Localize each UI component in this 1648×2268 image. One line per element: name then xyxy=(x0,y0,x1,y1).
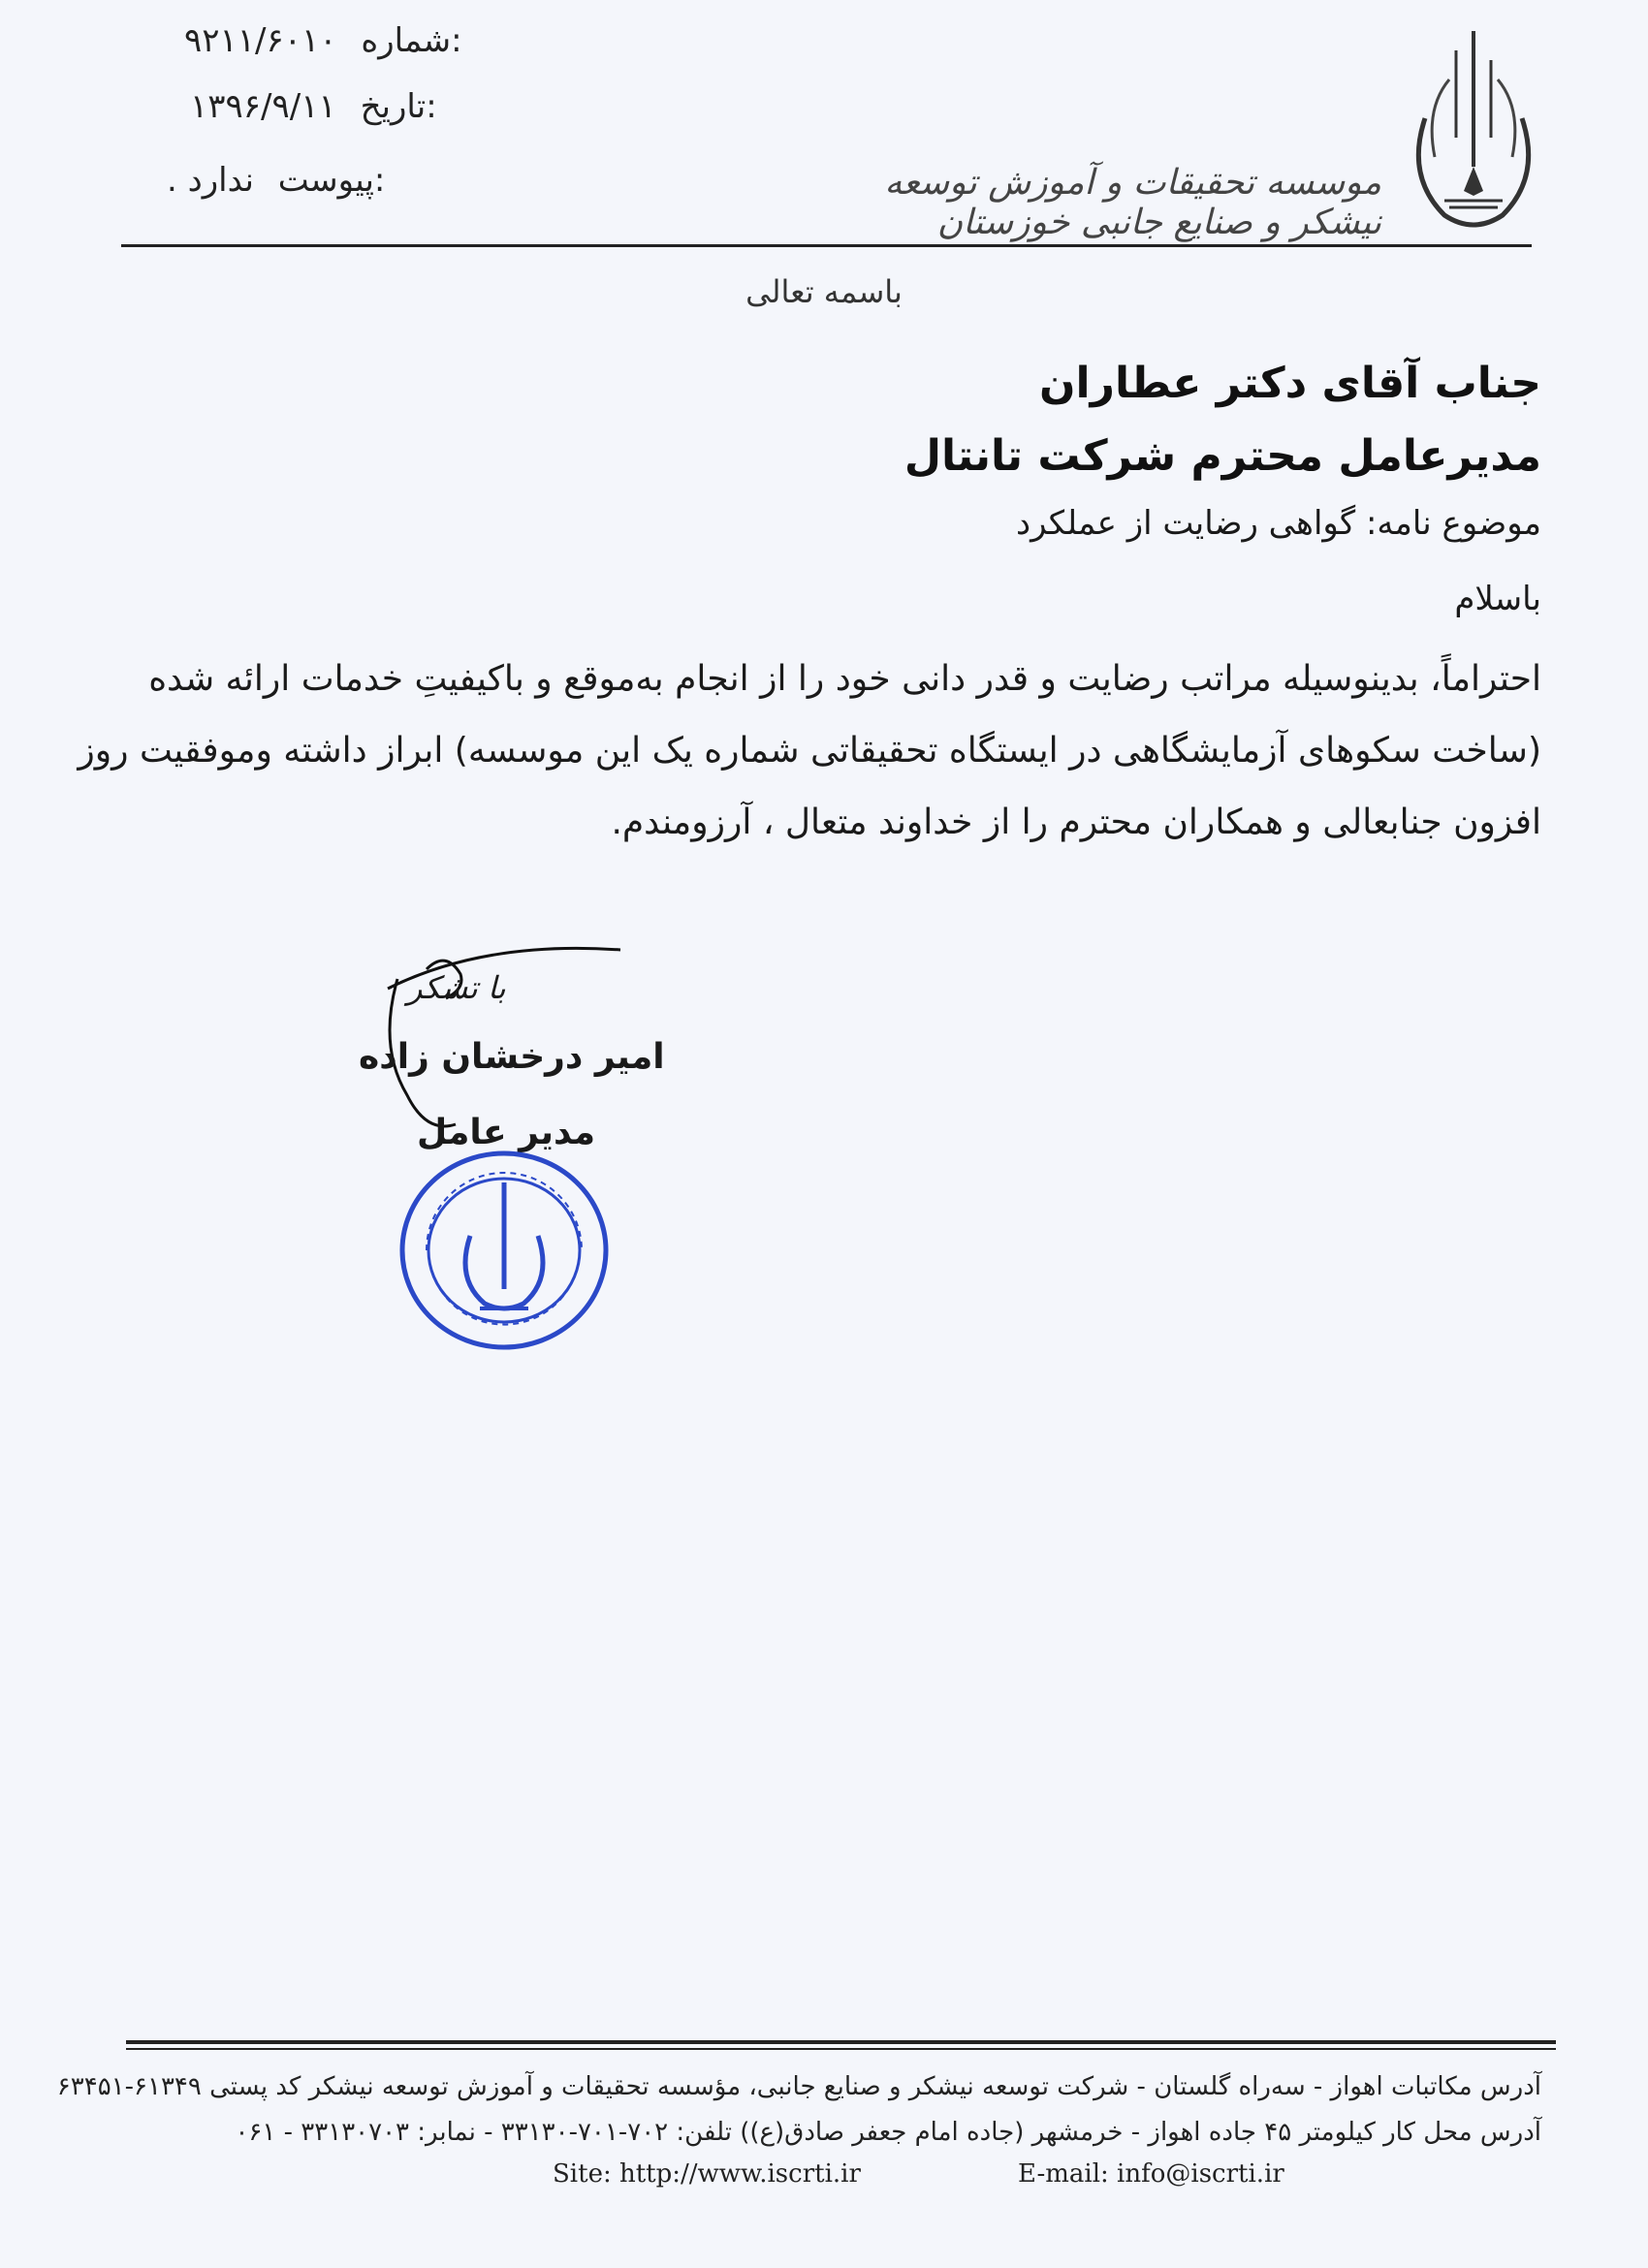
body-line-2: (ساخت سکوهای آزمایشگاهی در ایستگاه تحقیقاتی شماره یک این موسسه) ابراز داشته وموفقیت روز xyxy=(78,731,1541,771)
institute-logo-icon xyxy=(1396,21,1551,244)
footer-website: Site: http://www.iscrti.ir xyxy=(553,2159,861,2189)
letter-date-value: ۱۳۹۶/۹/۱۱ xyxy=(190,87,336,126)
body-line-1: احتراماً، بدینوسیله مراتب رضایت و قدر دانی خود را از انجام به‌موقع و باکیفیتِ خدمات ارائه شده xyxy=(148,659,1541,699)
footer-divider-thin xyxy=(126,2048,1556,2050)
bismillah: باسمه تعالی xyxy=(745,273,903,310)
letter-date-label: :تاریخ xyxy=(360,87,437,126)
letter-attachment xyxy=(167,161,385,200)
letter-number xyxy=(184,21,462,60)
letter-number-value: ۹۲۱۱/۶۰۱۰ xyxy=(184,21,337,60)
greeting: باسلام xyxy=(1454,580,1541,618)
signatory-title: مدیر عامل xyxy=(417,1113,596,1152)
signature-closing: با تشکر xyxy=(407,969,506,1006)
signatory-name: امیر درخشان زاده xyxy=(359,1037,665,1077)
addressee-name: جناب آقای دکتر عطاران xyxy=(1038,359,1541,408)
subject-text: گواهی رضایت از عملکرد xyxy=(1016,504,1356,543)
subject-label: موضوع نامه: xyxy=(1365,504,1541,543)
letter-date xyxy=(190,87,437,126)
footer-office-address: آدرس محل کار کیلومتر ۴۵ جاده اهواز - خرمشهر (جاده امام جعفر صادق(ع)) تلفن: ۷۰۲-۷۰۱-۳۳۱۳۰ - نمابر: ۳۳۱۳۰۷۰۳ - ۰۶۱ xyxy=(235,2118,1541,2147)
letter-number-label: :شماره xyxy=(361,21,462,60)
letter-attachment-value: ندارد . xyxy=(167,161,254,200)
subject-line xyxy=(1016,504,1541,543)
body-line-3: افزون جنابعالی و همکاران محترم را از خداوند متعال ، آرزومندم. xyxy=(611,803,1541,842)
institute-name: موسسه تحقیقات و آموزش توسعه نیشکر و صنایع جانبی خوزستان xyxy=(884,163,1381,242)
letter-attachment-label: :پیوست xyxy=(277,161,386,200)
footer-divider xyxy=(126,2040,1556,2044)
official-stamp-icon xyxy=(388,1144,620,1357)
footer-postal-address: آدرس مکاتبات اهواز - سه‌راه گلستان - شرکت توسعه نیشکر و صنایع جانبی، مؤسسه تحقیقات و آموزش توسعه نیشکر کد پستی ۶۱۳۴۹-۶۳۴۵۱ xyxy=(56,2072,1541,2101)
footer-email: E-mail: info@iscrti.ir xyxy=(1018,2159,1284,2189)
addressee-title: مدیرعامل محترم شرکت تانتال xyxy=(903,431,1541,481)
header-divider xyxy=(121,244,1532,247)
